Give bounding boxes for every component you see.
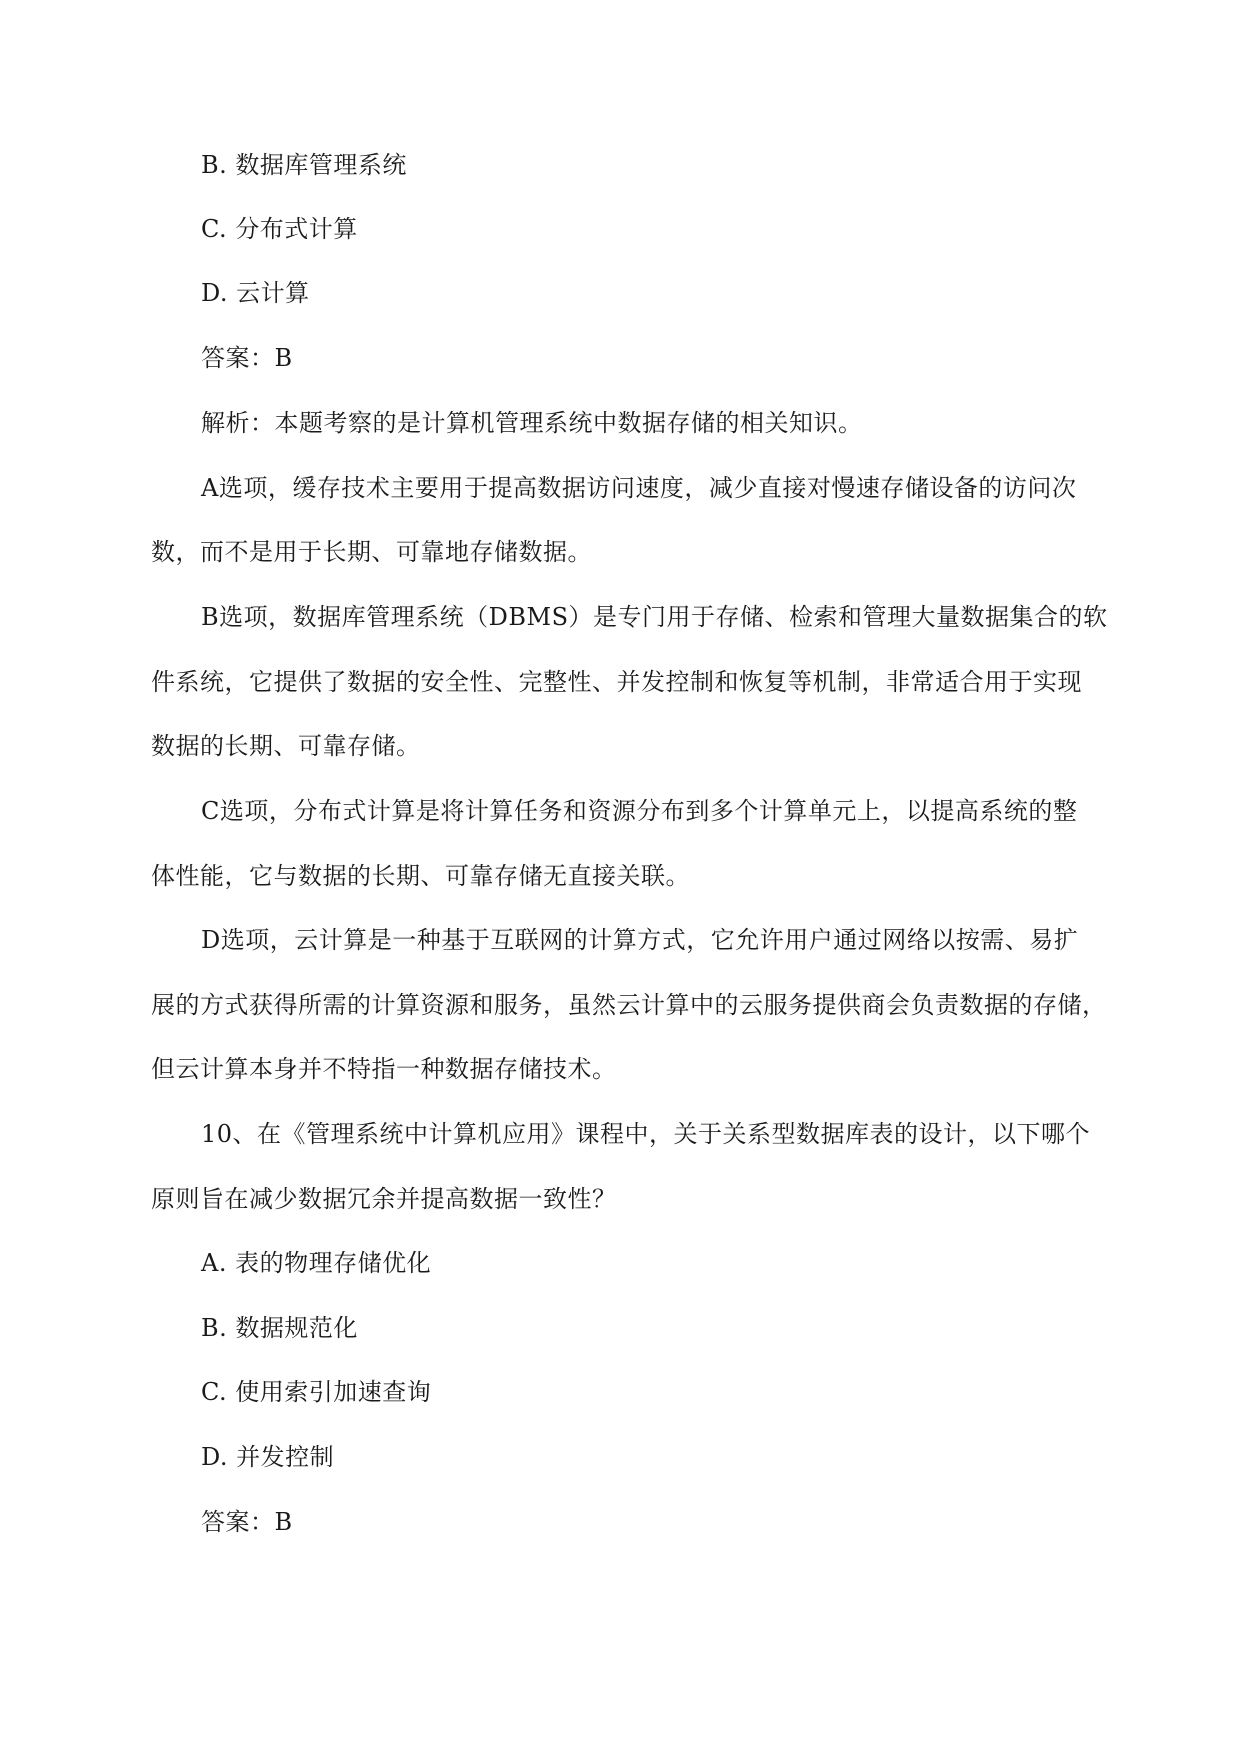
q9-analysis-b-line-1: B选项，数据库管理系统（DBMS）是专门用于存储、检索和管理大量数据集合的软 <box>201 603 1108 631</box>
q9-analysis-c-line-1: C选项，分布式计算是将计算任务和资源分布到多个计算单元上，以提高系统的整 <box>201 797 1078 825</box>
q9-analysis-b-line-2: 件系统，它提供了数据的安全性、完整性、并发控制和恢复等机制，非常适合用于实现 <box>151 668 1082 696</box>
q9-option-d: D. 云计算 <box>201 279 310 307</box>
q9-analysis-intro: 解析：本题考察的是计算机管理系统中数据存储的相关知识。 <box>201 409 863 437</box>
q9-option-b: B. 数据库管理系统 <box>201 151 407 179</box>
q10-option-a: A. 表的物理存储优化 <box>201 1249 432 1277</box>
q10-option-b: B. 数据规范化 <box>201 1314 358 1342</box>
q10-option-c: C. 使用索引加速查询 <box>201 1378 432 1406</box>
q9-analysis-d-line-1: D选项，云计算是一种基于互联网的计算方式，它允许用户通过网络以按需、易扩 <box>201 926 1079 954</box>
q10-option-d: D. 并发控制 <box>201 1443 335 1471</box>
q9-answer: 答案：B <box>201 344 293 372</box>
q10-answer: 答案：B <box>201 1508 293 1536</box>
q9-option-c: C. 分布式计算 <box>201 215 358 243</box>
q9-analysis-b-line-3: 数据的长期、可靠存储。 <box>151 732 421 760</box>
q10-question-line-2: 原则旨在减少数据冗余并提高数据一致性？ <box>151 1185 617 1213</box>
q9-analysis-d-line-2: 展的方式获得所需的计算资源和服务，虽然云计算中的云服务提供商会负责数据的存储， <box>151 991 1107 1019</box>
q9-analysis-a-line-2: 数，而不是用于长期、可靠地存储数据。 <box>151 538 592 566</box>
q9-analysis-d-line-3: 但云计算本身并不特指一种数据存储技术。 <box>151 1055 617 1083</box>
q9-analysis-a-line-1: A选项，缓存技术主要用于提高数据访问速度，减少直接对慢速存储设备的访问次 <box>201 474 1077 502</box>
q10-question-line-1: 10、在《管理系统中计算机应用》课程中，关于关系型数据库表的设计，以下哪个 <box>201 1120 1091 1148</box>
q9-analysis-c-line-2: 体性能，它与数据的长期、可靠存储无直接关联。 <box>151 862 690 890</box>
